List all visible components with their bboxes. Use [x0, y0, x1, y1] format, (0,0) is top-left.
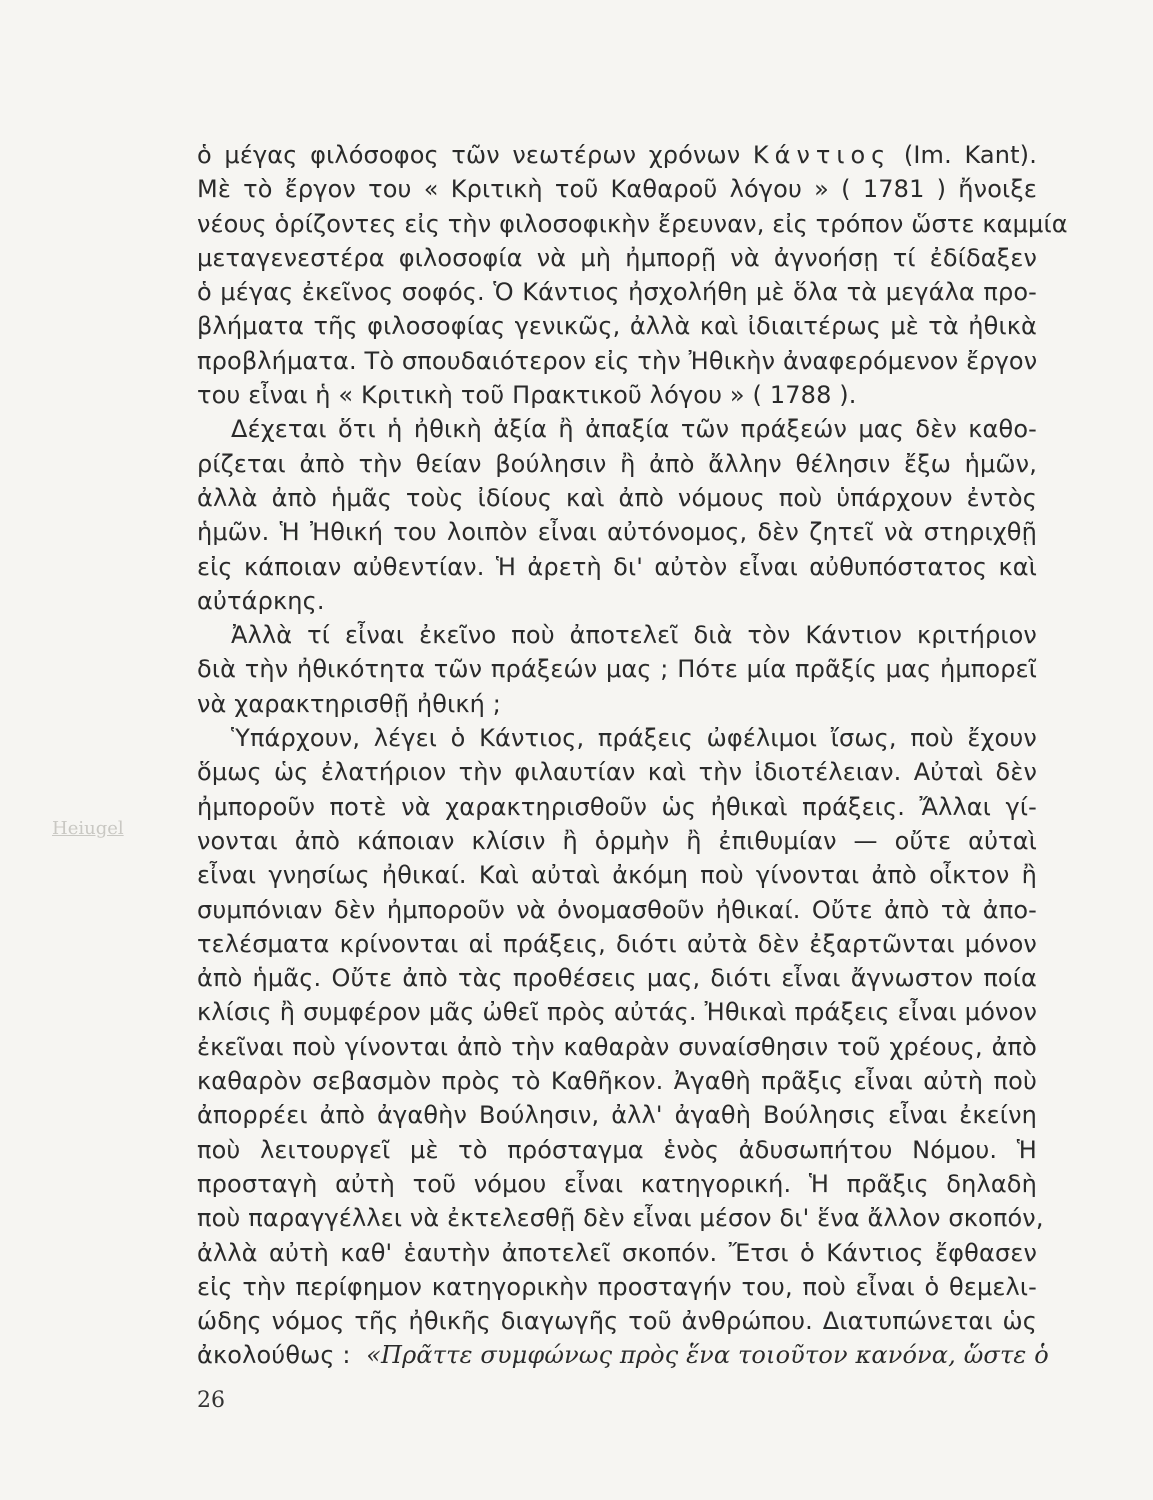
text-line-14: αὐτάρκης.	[197, 586, 325, 615]
text-line-31: προσταγὴ αὐτὴ τοῦ νόμου εἶναι κατηγορική. Ἡ πρᾶξις δηλαδὴ	[197, 1169, 1037, 1198]
text-line-1: ὁ μέγας φιλόσοφος τῶν νεωτέρων χρόνων Κάντιος (Im. Kant).	[197, 141, 1037, 169]
text-line-26: κλίσις ἢ συμφέρον μᾶς ὠθεῖ πρὸς αὐτάς. Ἠθικαὶ πράξεις εἶναι μόνον	[197, 998, 1037, 1027]
text-line-19: ὅμως ὡς ἐλατήριον τὴν φιλαυτίαν καὶ τὴν ἰδιοτέλειαν. Αὐταὶ δὲν	[197, 758, 1037, 787]
text-line-24: τελέσματα κρίνονται αἱ πράξεις, διότι αὐτὰ δὲν ἐξαρτῶνται μόνον	[197, 929, 1037, 958]
text-line-9: Δέχεται ὅτι ἡ ἠθικὴ ἀξία ἢ ἀπαξία τῶν πράξεών μας δὲν καθο-	[231, 415, 1037, 444]
text-line-11: ἀλλὰ ἀπὸ ἡμᾶς τοὺς ἰδίους καὶ ἀπὸ νόμους ποὺ ὑπάρχουν ἐντὸς	[197, 483, 1037, 512]
text-line-25: ἀπὸ ἡμᾶς. Οὔτε ἀπὸ τὰς προθέσεις μας, διότι εἶναι ἄγνωστον ποία	[197, 964, 1037, 993]
text-line-16: διὰ τὴν ἠθικότητα τῶν πράξεών μας ; Πότε μία πρᾶξίς μας ἠμπορεῖ	[197, 655, 1037, 684]
text-line-27: ἐκεῖναι ποὺ γίνονται ἀπὸ τὴν καθαρὰν συναίσθησιν τοῦ χρέους, ἀπὸ	[197, 1032, 1037, 1061]
text-line-23: συμπόνιαν δὲν ἠμποροῦν νὰ ὀνομασθοῦν ἠθικαί. Οὔτε ἀπὸ τὰ ἀπο-	[197, 895, 1037, 924]
body-text	[197, 138, 1068, 1373]
text-line-7: προβλήματα. Τὸ σπουδαιότερον εἰς τὴν Ἠθικὴν ἀναφερόμενον ἔργον	[197, 346, 1038, 375]
text-line-32: ποὺ παραγγέλλει νὰ ἐκτελεσθῇ δὲν εἶναι μέσον δι' ἕνα ἄλλον σκοπόν,	[197, 1204, 1044, 1233]
text-line-5: ὁ μέγας ἐκεῖνος σοφός. Ὁ Κάντιος ἠσχολήθη μὲ ὅλα τὰ μεγάλα προ-	[197, 278, 1037, 307]
kant-maxim-quote: «Πρᾶττε συμφώνως πρὸς ἕνα τοιοῦτον κανόνα, ὥστε ὁ	[366, 1341, 1049, 1370]
faded-margin-note: Heiugel	[52, 818, 124, 839]
text-line-3: νέους ὁρίζοντες εἰς τὴν φιλοσοφικὴν ἔρευναν, εἰς τρόπον ὥστε καμμία	[197, 209, 1068, 238]
text-line-30: ποὺ λειτουργεῖ μὲ τὸ πρόσταγμα ἑνὸς ἀδυσωπήτου Νόμου. Ἡ	[197, 1135, 1037, 1164]
text-line-8: του εἶναι ἡ « Κριτικὴ τοῦ Πρακτικοῦ λόγου » ( 1788 ).	[197, 381, 857, 410]
text-line-2: Μὲ τὸ ἔργον του « Κριτικὴ τοῦ Καθαροῦ λόγου » ( 1781 ) ἤνοιξε	[197, 175, 1037, 204]
text-line-17: νὰ χαρακτηρισθῇ ἠθική ;	[197, 689, 502, 718]
text-line-18: Ὑπάρχουν, λέγει ὁ Κάντιος, πράξεις ὠφέλιμοι ἴσως, ποὺ ἔχουν	[231, 724, 1037, 753]
text-line-12: ἡμῶν. Ἡ Ἠθική του λοιπὸν εἶναι αὐτόνομος, δὲν ζητεῖ νὰ στηριχθῇ	[197, 518, 1037, 547]
page-number: 26	[197, 1388, 225, 1413]
text-line-10: ρίζεται ἀπὸ τὴν θείαν βούλησιν ἢ ἀπὸ ἄλλην θέλησιν ἔξω ἡμῶν,	[197, 449, 1037, 478]
text-line-22: εἶναι γνησίως ἠθικαί. Καὶ αὐταὶ ἀκόμη ποὺ γίνονται ἀπὸ οἶκτον ἢ	[197, 861, 1037, 890]
text-line-13: εἰς κάποιαν αὐθεντίαν. Ἡ ἀρετὴ δι' αὐτὸν εἶναι αὐθυπόστατος καὶ	[197, 552, 1037, 581]
text-line-15: Ἀλλὰ τί εἶναι ἐκεῖνο ποὺ ἀποτελεῖ διὰ τὸν Κάντιον κριτήριον	[231, 621, 1037, 650]
text-line-34: εἰς τὴν περίφημον κατηγορικὴν προσταγήν του, ποὺ εἶναι ὁ θεμελι-	[197, 1272, 1037, 1301]
text-line-35: ώδης νόμος τῆς ἠθικῆς διαγωγῆς τοῦ ἀνθρώπου. Διατυπώνεται ὡς	[197, 1307, 1037, 1336]
text-line-29: ἀπορρέει ἀπὸ ἀγαθὴν Βούλησιν, ἀλλ' ἀγαθὴ Βούλησις εἶναι ἐκείνη	[197, 1101, 1037, 1130]
text-line-20: ἠμποροῦν ποτὲ νὰ χαρακτηρισθοῦν ὡς ἠθικαὶ πράξεις. Ἄλλαι γί-	[197, 792, 1037, 821]
text-line-21: νονται ἀπὸ κάποιαν κλίσιν ἢ ὁρμὴν ἢ ἐπιθυμίαν — οὔτε αὐταὶ	[197, 826, 1037, 855]
text-line-6: βλήματα τῆς φιλοσοφίας γενικῶς, ἀλλὰ καὶ ἰδιαιτέρως μὲ τὰ ἠθικὰ	[197, 312, 1037, 341]
text-line-33: ἀλλὰ αὐτὴ καθ' ἑαυτὴν ἀποτελεῖ σκοπόν. Ἔτσι ὁ Κάντιος ἔφθασεν	[197, 1238, 1037, 1267]
text-line-4: μεταγενεστέρα φιλοσοφία νὰ μὴ ἠμπορῇ νὰ ἀγνοήσῃ τί ἐδίδαξεν	[197, 243, 1037, 272]
text-line-28: καθαρὸν σεβασμὸν πρὸς τὸ Καθῆκον. Ἀγαθὴ πρᾶξις εἶναι αὐτὴ ποὺ	[197, 1067, 1037, 1096]
text-line-36: ἀκολούθως : «Πρᾶττε συμφώνως πρὸς ἕνα τοιοῦτον κανόνα, ὥστε ὁ	[197, 1341, 1049, 1370]
